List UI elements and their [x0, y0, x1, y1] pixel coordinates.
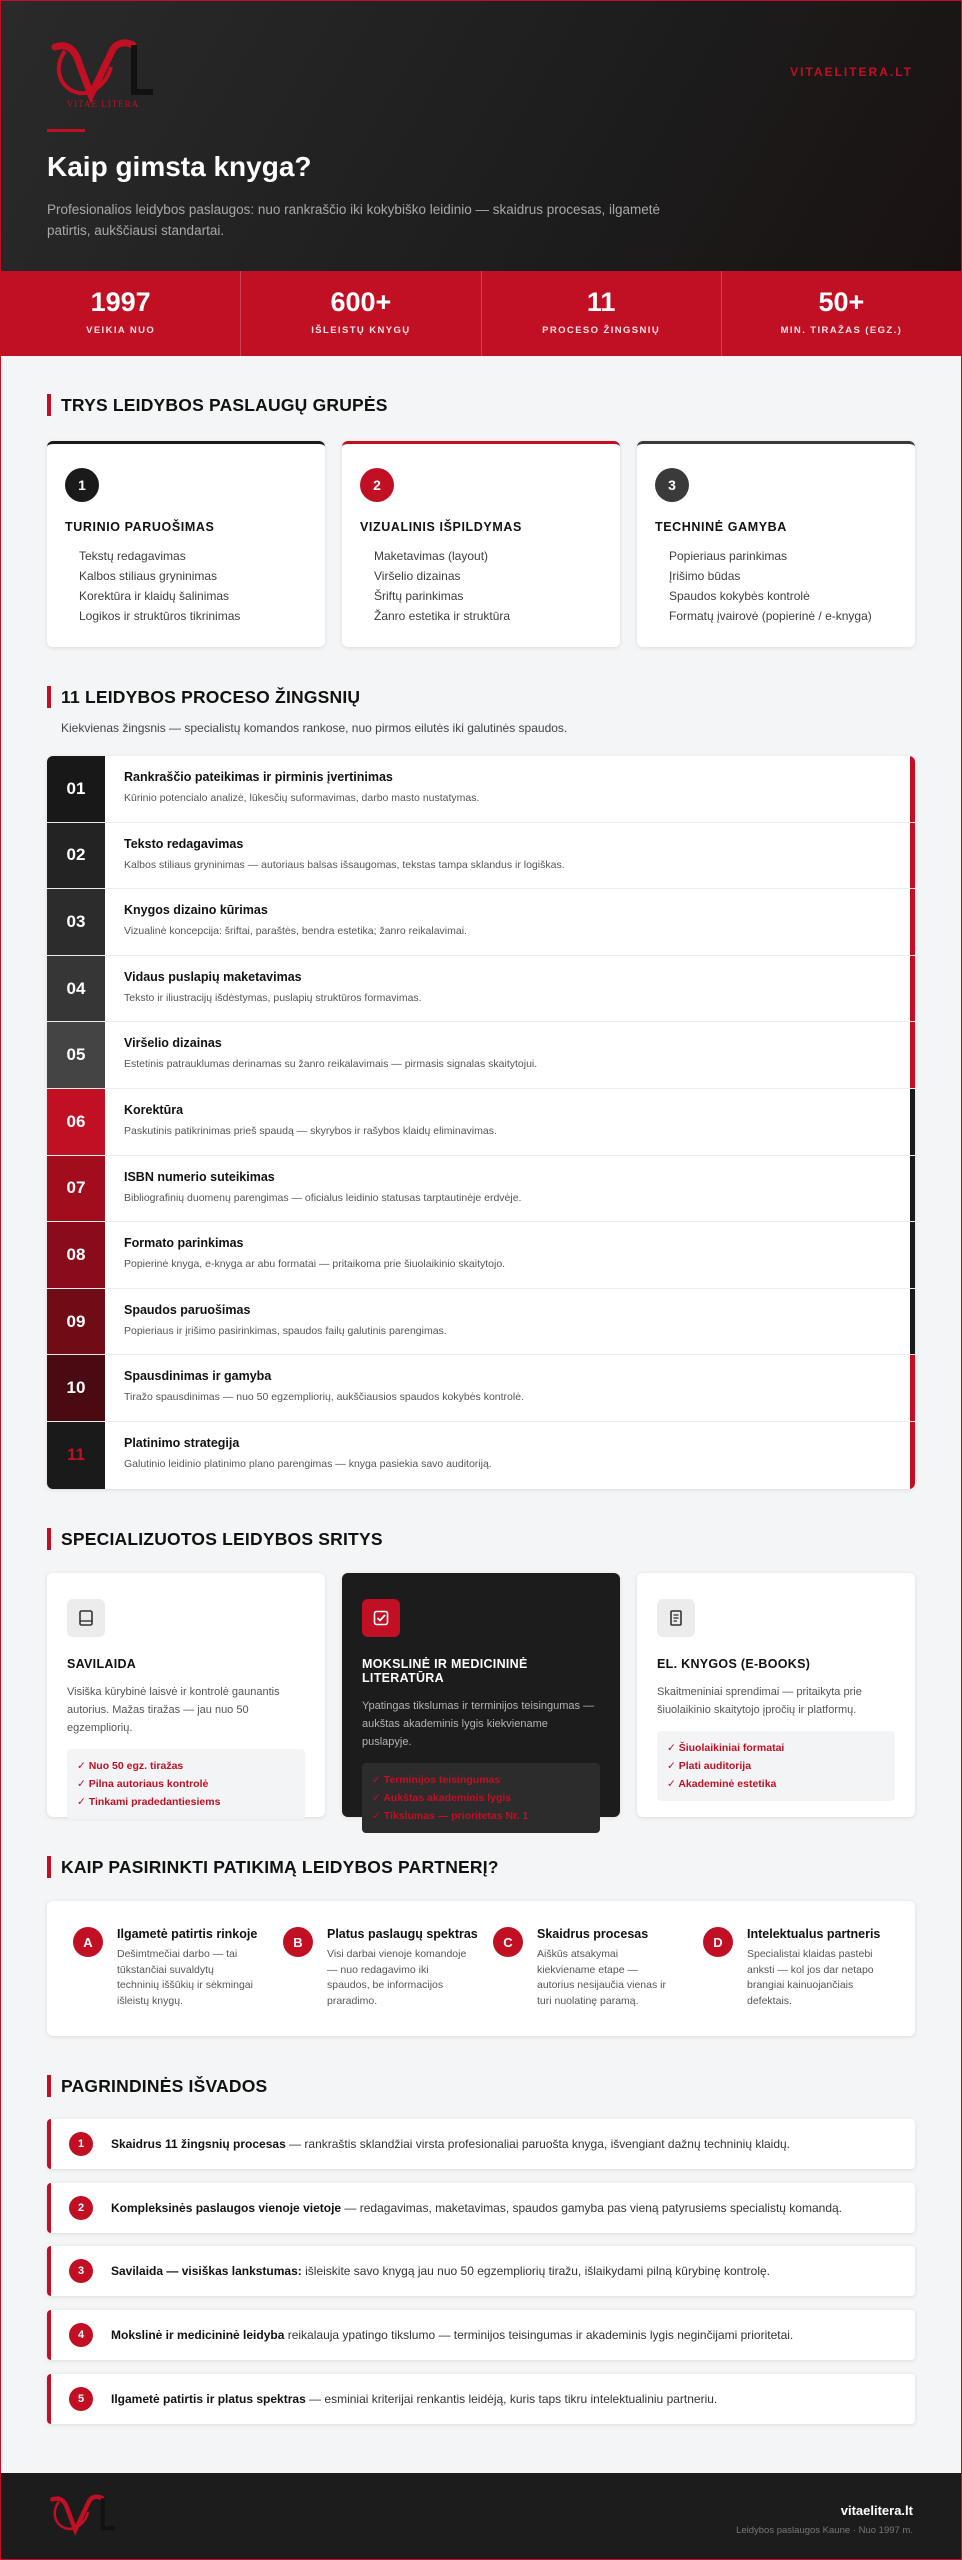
section-accent-bar — [47, 686, 51, 708]
footer-note: Leidybos paslaugos Kaune · Nuo 1997 m. — [736, 2525, 913, 2536]
step-title: Rankraščio pateikimas ir pirminis įvertinimas — [124, 770, 393, 784]
step-title: Korektūra — [124, 1102, 184, 1117]
stat-value: 50+ — [818, 287, 865, 317]
process-step — [47, 1156, 915, 1223]
step-edge-marker — [910, 1355, 915, 1421]
stat-books — [241, 271, 481, 356]
conclusion-number: 3 — [69, 2259, 93, 2283]
step-number: 07 — [47, 1156, 105, 1222]
step-number: 09 — [47, 1289, 105, 1355]
partner-criterion — [283, 1927, 493, 2036]
step-title: ISBN numerio suteikimas — [124, 1169, 275, 1184]
section-title-text: SPECIALIZUOTOS LEIDYBOS SRITYS — [61, 1528, 383, 1549]
step-title: Formato parinkimas — [124, 1236, 244, 1251]
book-icon — [67, 1599, 105, 1637]
footer-logo[interactable] — [47, 2493, 119, 2539]
spec-title: MOKSLINĖ IR MEDICININĖ LITERATŪRA — [362, 1657, 528, 1685]
stat-min-run — [722, 271, 961, 356]
step-number: 11 — [47, 1422, 105, 1489]
partner-criteria — [47, 1901, 915, 2036]
criterion-description: Dešimtmečiai darbo — tai tūkstančiai suvaldytų techninių iššūkių ir sėkmingai išleistų knygų. — [117, 1948, 253, 2007]
svg-text:VITAE LITERA: VITAE LITERA — [66, 99, 140, 109]
section-title-partner — [47, 1856, 499, 1878]
criterion-letter: A — [73, 1927, 103, 1957]
hero-accent-line — [47, 129, 85, 132]
feature-item: ✓ Plati auditorija — [667, 1760, 752, 1772]
step-title: Viršelio dizainas — [124, 1036, 222, 1051]
list-item: Formatų įvairovė (popierinė / e-knyga) — [669, 609, 872, 623]
step-title: Vidaus puslapių maketavimas — [124, 969, 302, 984]
check-square-icon — [362, 1599, 400, 1637]
spec-description: Ypatingas tikslumas ir terminijos teisingumas — aukštas akademinis lygis kiekviename puslapyje. — [362, 1700, 595, 1748]
process-step — [47, 956, 915, 1023]
step-title: Spaudos paruošimas — [124, 1302, 251, 1317]
step-number: 08 — [47, 1222, 105, 1288]
conclusion-number: 5 — [69, 2387, 93, 2411]
spec-features — [67, 1749, 305, 1819]
section-title-process — [47, 686, 360, 708]
partner-criterion — [493, 1927, 703, 2036]
list-item: Korektūra ir klaidų šalinimas — [79, 589, 230, 603]
footer-site-link[interactable]: vitaelitera.lt — [840, 2503, 913, 2518]
partner-criterion — [73, 1927, 283, 2036]
stat-label: PROCESO ŽINGSNIŲ — [542, 325, 661, 336]
step-description: Teksto ir iliustracijų išdėstymas, puslapių struktūros formavimas. — [124, 991, 422, 1004]
conclusion-item — [47, 2183, 915, 2233]
hero-site-link[interactable]: VITAELITERA.LT — [790, 65, 913, 79]
step-description: Paskutinis patikrinimas prieš spaudą — skyrybos ir rašybos klaidų eliminavimas. — [124, 1124, 497, 1137]
service-group-visual — [342, 441, 620, 647]
process-step — [47, 1355, 915, 1422]
conclusion-rest: — rankraštis sklandžiai virsta profesionaliai paruošta knyga, išvengiant dažnų techninių klaidų. — [285, 2137, 791, 2151]
step-description: Tiražo spausdinimas — nuo 50 egzempliorių, aukščiausios spaudos kokybės kontrolė. — [124, 1391, 524, 1404]
feature-item: ✓ Aukštas akademinis lygis — [372, 1792, 512, 1804]
group-list — [655, 546, 897, 626]
step-edge-marker — [910, 1422, 915, 1489]
group-title: TECHNINĖ GAMYBA — [655, 520, 787, 534]
section-title-text: TRYS LEIDYBOS PASLAUGŲ GRUPĖS — [61, 394, 388, 415]
list-item: Tekstų redagavimas — [79, 549, 186, 563]
list-item: Žanro estetika ir struktūra — [374, 609, 511, 623]
stat-value: 11 — [586, 287, 616, 317]
list-item: Spaudos kokybės kontrolė — [669, 589, 810, 603]
step-number: 04 — [47, 956, 105, 1022]
section-accent-bar — [47, 2075, 51, 2097]
feature-item: ✓ Tinkami pradedantiesiems — [77, 1796, 221, 1808]
step-edge-marker — [910, 1156, 915, 1222]
step-edge-marker — [910, 1289, 915, 1355]
group-list — [360, 546, 602, 626]
specialized-areas — [47, 1573, 915, 1822]
conclusion-number: 2 — [69, 2196, 93, 2220]
conclusion-bold: Kompleksinės paslaugos vienoje vietoje — [111, 2201, 342, 2215]
criterion-description: Specialistai klaidas pastebi anksti — kol jos dar netapo brangiai kainuojančiais defektais. — [747, 1948, 874, 2007]
stats-bar — [1, 271, 961, 356]
section-title-text: KAIP PASIRINKTI PATIKIMĄ LEIDYBOS PARTNERĮ? — [61, 1856, 499, 1877]
group-number: 2 — [360, 468, 394, 502]
conclusion-text — [111, 2201, 842, 2215]
step-description: Vizualinė koncepcija: šriftai, paraštės, bendra estetika; žanro reikalavimai. — [124, 925, 467, 938]
group-number: 3 — [655, 468, 689, 502]
step-number: 01 — [47, 756, 105, 822]
feature-item: ✓ Nuo 50 egz. tiražas — [77, 1760, 184, 1772]
stat-since — [1, 271, 241, 356]
step-edge-marker — [910, 956, 915, 1022]
conclusion-text — [111, 2137, 790, 2151]
step-title: Knygos dizaino kūrimas — [124, 903, 268, 918]
conclusion-rest: išleiskite savo knygą jau nuo 50 egzempliorių tiražu, išlaikydami pilną kūrybinę kontrolę. — [301, 2264, 771, 2278]
criterion-title: Platus paslaugų spektras — [327, 1927, 478, 1941]
step-description: Popieriaus ir įrišimo pasirinkimas, spaudos failų galutinis parengimas. — [124, 1324, 447, 1337]
section-title-text: 11 LEIDYBOS PROCESO ŽINGSNIŲ — [61, 686, 361, 707]
conclusion-text — [111, 2264, 770, 2278]
conclusion-text — [111, 2328, 793, 2342]
stat-label: MIN. TIRAŽAS (EGZ.) — [780, 325, 903, 336]
stat-value: 600+ — [330, 287, 392, 317]
process-step — [47, 1022, 915, 1089]
service-group-content — [47, 441, 325, 647]
criterion-title: Skaidrus procesas — [537, 1927, 649, 1941]
step-edge-marker — [910, 756, 915, 822]
step-title: Teksto redagavimas — [124, 836, 244, 851]
step-number: 02 — [47, 823, 105, 889]
step-edge-marker — [910, 1089, 915, 1155]
stat-value: 1997 — [90, 287, 151, 317]
section-accent-bar — [47, 1856, 51, 1878]
spec-features — [362, 1763, 600, 1833]
list-item: Viršelio dizainas — [374, 569, 461, 583]
step-title: Spausdinimas ir gamyba — [124, 1369, 272, 1384]
conclusion-number: 4 — [69, 2323, 93, 2347]
feature-item: ✓ Pilna autoriaus kontrolė — [77, 1778, 209, 1790]
feature-item: ✓ Terminijos teisingumas — [372, 1774, 501, 1786]
step-description: Bibliografinių duomenų parengimas — oficialus leidinio statusas tarptautinėje erdvėje. — [124, 1191, 522, 1204]
step-description: Galutinio leidinio platinimo plano parengimas — knyga pasiekia savo auditoriją. — [124, 1457, 492, 1470]
criterion-description: Aiškūs atsakymai kiekviename etape — autorius nesijaučia vienas ir turi nuolatinę paramą. — [537, 1948, 666, 2007]
step-number: 06 — [47, 1089, 105, 1155]
stat-label: IŠLEISTŲ KNYGŲ — [311, 325, 411, 336]
section-accent-bar — [47, 394, 51, 416]
document-icon — [657, 1599, 695, 1637]
section-title-specialized — [47, 1528, 383, 1550]
step-number: 03 — [47, 889, 105, 955]
criterion-description: Visi darbai vienoje komandoje — nuo redagavimo iki spaudos, be informacijos praradimo. — [327, 1948, 467, 2007]
conclusion-bold: Mokslinė ir medicininė leidyba — [111, 2328, 285, 2342]
step-edge-marker — [910, 889, 915, 955]
process-step — [47, 756, 915, 823]
spec-card-self-publishing — [47, 1573, 325, 1817]
list-item: Maketavimas (layout) — [374, 549, 489, 563]
criterion-title: Intelektualus partneris — [747, 1927, 881, 1941]
section-title-groups — [47, 394, 388, 416]
feature-item: ✓ Šiuolaikiniai formatai — [667, 1742, 785, 1754]
step-edge-marker — [910, 1222, 915, 1288]
process-step — [47, 1289, 915, 1356]
process-step — [47, 1089, 915, 1156]
step-description: Kūrinio potencialo analizė, lūkesčių suformavimas, darbo masto nustatymas. — [124, 792, 480, 804]
criterion-letter: D — [703, 1927, 733, 1957]
criterion-letter: C — [493, 1927, 523, 1957]
spec-description: Skaitmeniniai sprendimai — pritaikyta prie šiuolaikinio skaitytojo įpročių ir platformų. — [657, 1686, 862, 1716]
step-description: Popierinė knyga, e-knyga ar abu formatai — pritaikoma prie šiuolaikinio skaitytojo. — [124, 1258, 506, 1271]
step-edge-marker — [910, 823, 915, 889]
stat-steps — [482, 271, 722, 356]
conclusion-number: 1 — [69, 2132, 93, 2156]
conclusion-text — [111, 2392, 717, 2406]
spec-title: SAVILAIDA — [67, 1657, 137, 1671]
group-title: VIZUALINIS IŠPILDYMAS — [360, 520, 522, 534]
spec-description: Visiška kūrybinė laisvė ir kontrolė gaunantis autorius. Mažas tiražas — jau nuo 50 egzempliorių. — [67, 1686, 280, 1734]
section-title-conclusions — [47, 2075, 267, 2097]
group-list — [65, 546, 307, 626]
list-item: Popieriaus parinkimas — [669, 549, 788, 563]
page-footer — [1, 2473, 961, 2559]
criterion-letter: B — [283, 1927, 313, 1957]
list-item: Logikos ir struktūros tikrinimas — [79, 609, 241, 623]
spec-card-scientific — [342, 1573, 620, 1822]
conclusion-rest: — esminiai kriterijai renkantis leidėją, kuris taps tikru intelektualiniu partneriu. — [305, 2392, 718, 2406]
conclusion-item — [47, 2119, 915, 2169]
partner-criterion — [703, 1927, 913, 2036]
spec-card-ebooks — [637, 1573, 915, 1817]
process-step — [47, 823, 915, 890]
conclusion-bold: Skaidrus 11 žingsnių procesas — [111, 2137, 286, 2151]
step-description: Estetinis patrauklumas derinamas su žanro reikalavimais — pirmasis signalas skaitytojui. — [124, 1058, 538, 1071]
page-subtitle: Profesionalios leidybos paslaugos: nuo rankraščio iki kokybiško leidinio — skaidrus procesas, ilgametė patirtis, aukščiausi standartai. — [47, 202, 661, 238]
process-step — [47, 889, 915, 956]
list-item: Įrišimo būdas — [669, 569, 741, 583]
vitae-litera-logo[interactable] — [47, 37, 159, 109]
feature-item: ✓ Tikslumas — prioritetas Nr. 1 — [372, 1810, 529, 1822]
stat-label: VEIKIA NUO — [86, 325, 156, 336]
service-group-technical — [637, 441, 915, 647]
service-groups — [47, 441, 915, 647]
conclusion-item — [47, 2374, 915, 2424]
conclusion-item — [47, 2310, 915, 2360]
conclusion-bold: Savilaida — visiškas lankstumas: — [111, 2264, 302, 2278]
conclusion-rest: reikalauja ypatingo tikslumo — terminijos teisingumas ir akademinis lygis neginčijami prioritetai. — [284, 2328, 794, 2342]
step-number: 05 — [47, 1022, 105, 1088]
step-edge-marker — [910, 1022, 915, 1088]
spec-features — [657, 1731, 895, 1801]
step-description: Kalbos stiliaus gryninimas — autoriaus balsas išsaugomas, tekstas tampa sklandus ir logiškas. — [124, 858, 565, 871]
group-number: 1 — [65, 468, 99, 502]
feature-item: ✓ Akademinė estetika — [667, 1778, 777, 1790]
criterion-title: Ilgametė patirtis rinkoje — [117, 1927, 258, 1941]
hero-header — [1, 1, 961, 271]
conclusion-bold: Ilgametė patirtis ir platus spektras — [111, 2392, 306, 2406]
section-title-text: PAGRINDINĖS IŠVADOS — [61, 2075, 268, 2096]
conclusion-item — [47, 2246, 915, 2296]
process-step — [47, 1222, 915, 1289]
group-title: TURINIO PARUOŠIMAS — [65, 520, 215, 534]
step-number: 10 — [47, 1355, 105, 1421]
conclusion-rest: — redagavimas, maketavimas, spaudos gamyba pas vieną patyrusiems specialistų komandą. — [341, 2201, 842, 2215]
process-description: Kiekvienas žingsnis — specialistų komandos rankose, nuo pirmos eilutės iki galutinės spaudos. — [61, 721, 568, 735]
process-step — [47, 1422, 915, 1489]
list-item: Kalbos stiliaus gryninimas — [79, 569, 218, 583]
list-item: Šriftų parinkimas — [374, 589, 464, 603]
step-title: Platinimo strategija — [124, 1435, 240, 1450]
page-title: Kaip gimsta knyga? — [47, 151, 312, 182]
spec-title: EL. KNYGOS (E-BOOKS) — [657, 1657, 811, 1671]
process-steps — [47, 756, 915, 1489]
section-accent-bar — [47, 1528, 51, 1550]
